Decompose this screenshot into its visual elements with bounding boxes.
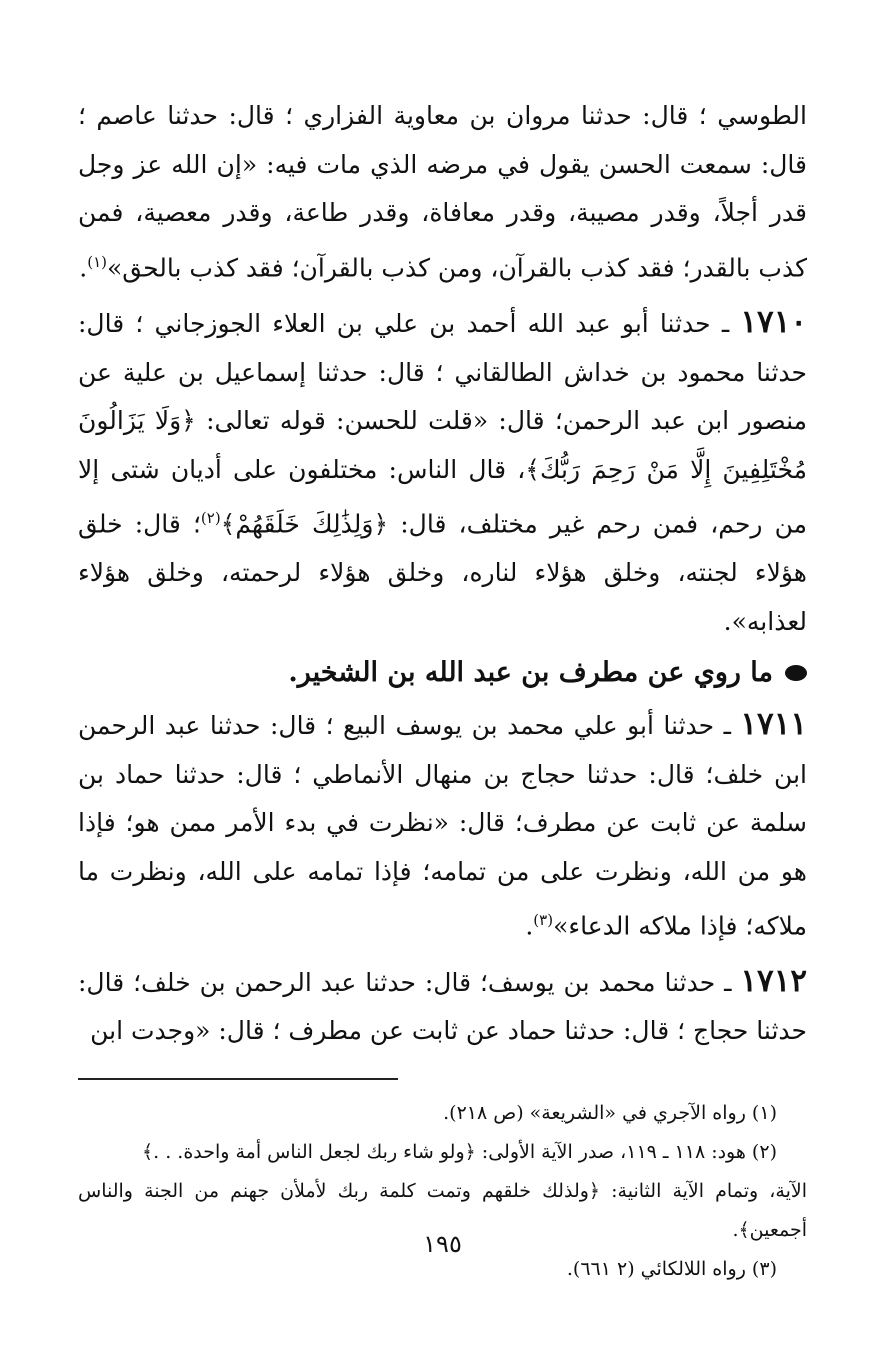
paragraph-text: الطوسي ؛ قال: حدثنا مروان بن معاوية الفزاري ؛ قال: حدثنا عاصم ؛ قال: سمعت الحسن يقول في مرضه الذي مات فيه: «إن الله عز وجل قدر أجلاً، وقدر مصيبة، وقدر معافاة، وقدر طاعة، وقدر معصية، فمن كذب بالقدر؛ فقد كذب بالقرآن، ومن كذب بالقرآن؛ فقد كذب بالحق» [78,101,807,282]
paragraph-text: ـ حدثنا أبو عبد الله أحمد بن علي بن العلاء الجوزجاني ؛ قال: حدثنا محمود بن خداش الطالقاني ؛ قال: حدثنا إسماعيل بن علية عن منصور ابن عبد الرحمن؛ قال: «قلت للحسن: قوله تعالى: ﴿وَلَا يَزَالُونَ مُخْتَلِفِينَ إِلَّا مَنْ رَحِمَ رَبُّكَ﴾، قال الناس: مختلفون على أديان شتى إلا من رحم، فمن رحم غير مختلف، قال: ﴿وَلِذَٰلِكَ خَلَقَهُمْ﴾ [78,309,808,539]
footnote-ref[interactable]: (١) [87,252,107,271]
hadith-number: ١٧١٠ [740,304,807,341]
footnote-2: (٢) هود: ١١٨ ـ ١١٩، صدر الآية الأولى: ﴿ولو شاء ربك لجعل الناس أمة واحدة. . .﴾ [142,1140,777,1163]
bullet-icon [785,665,807,681]
footnote-1: (١) رواه الآجري في «الشريعة» (ص ٢١٨). [443,1101,777,1124]
footnote-divider [78,1078,398,1080]
hadith-1711 [78,700,807,951]
section-heading [78,648,807,698]
paragraph-tail: . [79,252,88,282]
hadith-number: ١٧١١ [740,706,807,743]
paragraph-continuation [78,92,807,292]
paragraph-tail: ؛ قال: خلق هؤلاء لجنته، وخلق هؤلاء لناره، وخلق هؤلاء لرحمته، وخلق هؤلاء لعذابه». [78,509,807,636]
paragraph-text: ـ حدثنا محمد بن يوسف؛ قال: حدثنا عبد الرحمن بن خلف؛ قال: حدثنا حجاج ؛ قال: حدثنا حماد عن ثابت عن مطرف ؛ قال: «وجدت ابن [78,967,807,1046]
paragraph-text: ـ حدثنا أبو علي محمد بن يوسف البيع ؛ قال: حدثنا عبد الرحمن ابن خلف؛ قال: حدثنا حجاج بن منهال الأنماطي ؛ قال: حدثنا حماد بن سلمة عن ثابت عن مطرف؛ قال: «نظرت في بدء الأمر ممن هو؛ فإذا هو من الله، ونظرت على من تمامه؛ فإذا تمامه على الله، ونظرت ما ملاكه؛ فإذا ملاكه الدعاء» [78,711,807,941]
hadith-1710 [78,298,807,646]
footnote-2-continuation: الآية، وتمام الآية الثانية: ﴿ولذلك خلقهم وتمت كلمة ربك لأملأن جهنم من الجنة والناس أجمعين﴾. [78,1179,807,1241]
footnote-ref[interactable]: (٢) [200,509,221,528]
hadith-number: ١٧١٢ [740,962,807,999]
hadith-1712 [78,957,807,1056]
footnote-ref[interactable]: (٣) [533,911,554,930]
footnote-3: (٣) رواه اللالكائي (٢ ٦٦١). [566,1257,777,1280]
page-number: ١٩٥ [423,1230,462,1258]
paragraph-tail: . [525,911,534,941]
section-heading-text: ما روي عن مطرف بن عبد الله بن الشخير. [288,657,773,689]
